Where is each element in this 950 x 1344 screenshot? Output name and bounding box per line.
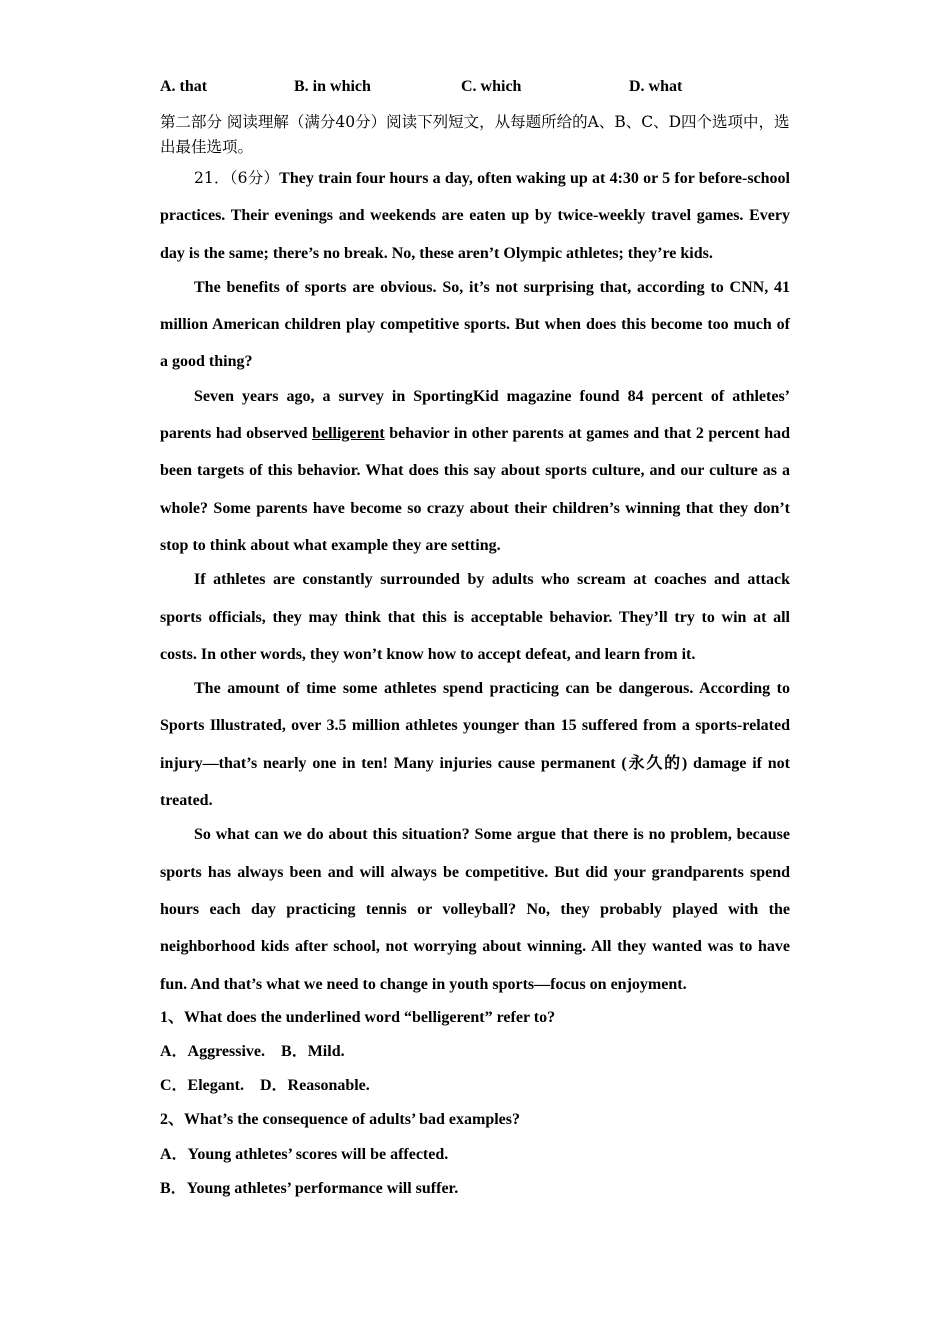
paragraph-text: behavior in other parents at games and that 2 percent had been targets of this behavior. What does this say about sports culture, and our culture as a whole? Some parents have become so crazy about their children’s winning that they don’t stop to think about what example they are setting.	[160, 425, 791, 554]
passage-paragraph-4	[160, 561, 790, 673]
paragraph-text: They train four hours a day, often waking up at 4:30 or 5 for before-school practices. Their evenings and weekends are eaten up by twice-weekly travel games. Every day is the same; there’s no break. No, these aren’t Olympic athletes; they’re kids.	[160, 170, 790, 262]
question-1-options-row-2: C．Elegant. D．Reasonable.	[160, 1077, 370, 1095]
passage-paragraph-2	[160, 269, 790, 381]
paragraph-text: The benefits of sports are obvious. So, it’s not surprising that, according to CNN, 41 million American children play competitive sports. But when does this become too much of a good thing?	[160, 278, 790, 371]
passage-paragraph-5	[160, 670, 790, 819]
paragraph-text: If athletes are constantly surrounded by adults who scream at coaches and attack sports officials, they may think that this is acceptable behavior. They’ll try to win at all costs. In other words, they won’t know how to accept defeat, and learn from it.	[160, 571, 790, 663]
passage-paragraph-1	[160, 160, 790, 272]
question-2-option-a: A．Young athletes’ scores will be affected.	[160, 1145, 449, 1163]
question-2-stem: 2、What’s the consequence of adults’ bad examples?	[160, 1111, 521, 1129]
paragraph-text: Seven years ago, a survey in SportingKid magazine found 84 percent of athletes’ parents had observed	[160, 387, 790, 443]
document-content	[160, 76, 790, 1206]
question-1-stem: 1、What does the underlined word “belligerent” refer to?	[160, 1008, 556, 1026]
underlined-word: belligerent	[312, 425, 385, 443]
question-1-options-row-1: A．Aggressive. B．Mild.	[160, 1043, 345, 1061]
passage-paragraph-3	[160, 378, 790, 564]
previous-question-options	[160, 76, 790, 98]
question-2-option-b: B．Young athletes’ performance will suffer.	[160, 1179, 459, 1197]
option-d: D. what	[629, 78, 683, 95]
option-a: A. that	[160, 78, 208, 95]
paragraph-text: The amount of time some athletes spend practicing can be dangerous. According to Sports Illustrated, over 3.5 million athletes younger than 15 suffered from a sports-related injury—that’s nearly one in ten! Many injuries cause permanent (永久的) damage if not treated.	[160, 680, 790, 810]
option-b: B. in which	[294, 78, 371, 95]
passage-paragraph-6	[160, 816, 790, 1002]
section-header: 第二部分 阅读理解（满分40分）阅读下列短文，从每题所给的A、B、C、D四个选项中，选出最佳选项。	[160, 113, 790, 156]
option-c: C. which	[461, 78, 522, 95]
paragraph-text: So what can we do about this situation? Some argue that there is no problem, because sports has always been and will always be competitive. But did your grandparents spend hours each day practicing tennis or volleyball? No, they probably played with the neighborhood kids after school, not worrying about winning. All they wanted was to have fun. And that’s what we need to change in youth sports—focus on enjoyment.	[160, 826, 790, 993]
question-number: 21．（6分）	[194, 169, 280, 187]
